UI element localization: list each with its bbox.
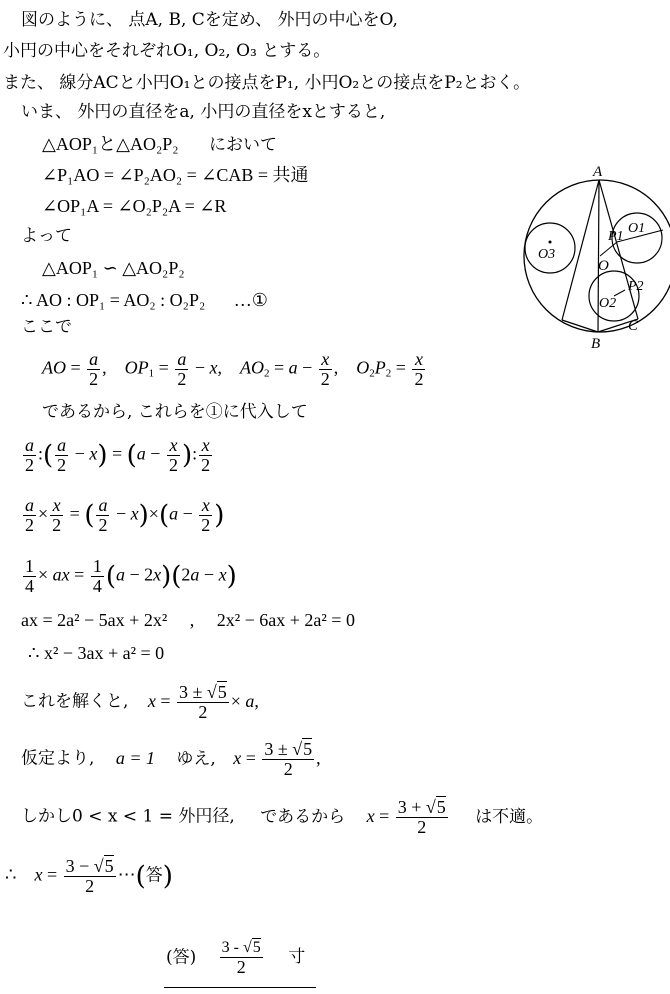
answer-label: (答): [166, 947, 197, 968]
line-1: 図のように、 点A, B, Cを定め、 外円の中心をO,: [21, 10, 398, 30]
line-16: $\frac{1}{4}$ × ax = $\frac{1}{4}$ (a − 2x)(2a − x): [25, 556, 237, 596]
label-P1: P1: [608, 229, 624, 244]
line-2: 小円の中心をそれぞれO₁, O₂, O₃ とする。: [3, 41, 331, 61]
line-17: [21, 611, 355, 629]
because-text: であるから: [260, 806, 346, 827]
equation-17-left: ax = 2a² − 5ax + 2x²: [21, 610, 168, 630]
label-O1: O1: [628, 221, 646, 236]
line-13: であるから, これらを①に代入して: [42, 402, 308, 422]
equation-17-sep: ,: [189, 610, 195, 630]
assumption-text: 仮定より,: [21, 748, 95, 769]
line-12: AO = $\frac{a}{2}$ , $OP_1$ = $\frac{a}{2}$ − x, $AO_2 = a$ − $\frac{x}{2}$ , $O_2P_2$ = $\frac{x}{2}$: [42, 349, 424, 389]
assumption-value: a = 1: [115, 747, 155, 768]
therefore-text: ゆえ,: [176, 748, 216, 769]
line-14: $\frac{a}{2}$ :( $\frac{a}{2}$ − x) = (a − $\frac{x}{2}$ ): $\frac{x}{2}$: [25, 435, 211, 475]
equation-ref-1: …①: [233, 290, 268, 310]
label-O2: O2: [599, 296, 617, 311]
line-7: ∠OP₁A = ∠O₂P₂A = ∠R: [42, 196, 227, 216]
ratio-equation: ∴ AO : OP₁ = AO₂ : O₂P₂: [21, 290, 206, 310]
line-5-suffix: において: [209, 135, 278, 155]
line-3: また、 線分ACと小円O₁との接点をP₁, 小円O₂との接点をP₂とおく。: [3, 73, 531, 93]
line-9: △AOP₁ ∽ △AO₂P₂: [42, 258, 185, 278]
line-21: しかし0 < x < 1 = 外円径, であるから x = $\frac{3 + √5}{2}$ は不適。: [21, 797, 544, 837]
label-B: B: [591, 336, 601, 350]
line-18: ∴ x² − 3ax + a² = 0: [28, 643, 165, 663]
geometry-figure: [520, 160, 670, 350]
line-4: いま、 外円の直径をa, 小円の直径をxとすると,: [21, 102, 386, 122]
however-text: しかし0 < x < 1 = 外円径,: [21, 806, 235, 827]
line-8: よって: [21, 226, 72, 246]
line-19: これを解くと, x = $\frac{3 \pm √5}{2}$ × a,: [21, 682, 259, 722]
line-22: ∴ x = $\frac{3 - √5}{2}$ ⋯(答): [5, 856, 173, 896]
label-P2: P2: [628, 279, 644, 294]
label-O3: O3: [538, 247, 556, 262]
answer-line: (答) $\frac{3 - √5}{2}$ 寸: [166, 939, 306, 977]
label-A: A: [593, 164, 603, 180]
label-O: O: [598, 258, 609, 274]
line-15: $\frac{a}{2}$ × $\frac{x}{2}$ = ( $\frac{a}{2}$ − x)×(a − $\frac{x}{2}$ ): [25, 495, 225, 535]
line-11: ここで: [21, 317, 72, 337]
line-20: 仮定より, a = 1 ゆえ, x = $\frac{3 \pm √5}{2}$ ,: [21, 739, 321, 779]
answer-underline: [164, 987, 316, 988]
solve-text: これを解くと,: [21, 691, 129, 712]
answer-unit: 寸: [288, 947, 306, 968]
label-C: C: [628, 318, 639, 334]
line-5: [42, 135, 277, 154]
equation-17-right: 2x² − 6ax + 2a² = 0: [216, 610, 355, 630]
invalid-text: は不適。: [475, 806, 544, 827]
triangle-pair: △AOP₁と△AO₂P₂: [42, 134, 179, 154]
line-10: [21, 291, 268, 309]
line-6: ∠P₁AO = ∠P₂AO₂ = ∠CAB = 共通: [42, 165, 309, 185]
